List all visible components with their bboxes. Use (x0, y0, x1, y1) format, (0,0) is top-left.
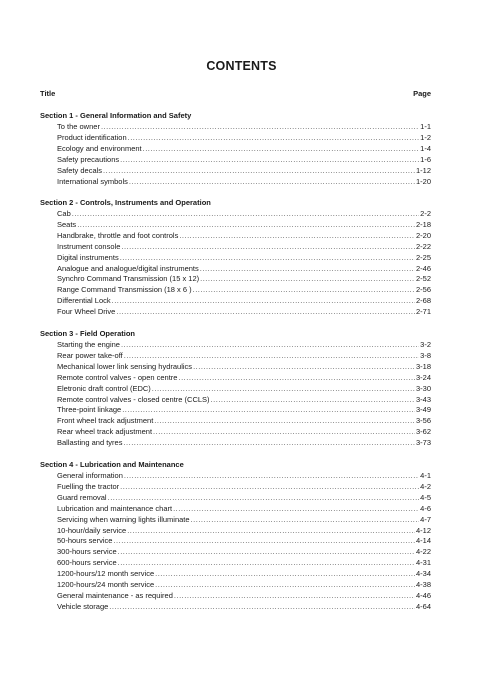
dot-leader (178, 373, 415, 383)
toc-entry-title: To the owner (57, 122, 100, 131)
toc-entry-title: Four Wheel Drive (57, 307, 116, 317)
toc-entry-page: 1-6 (420, 154, 431, 164)
dot-leader (153, 427, 415, 437)
toc-entry (57, 373, 431, 383)
dot-leader (109, 602, 415, 612)
dot-leader (120, 155, 419, 165)
toc-entry-title: Seats (57, 219, 77, 229)
dot-leader (152, 384, 415, 394)
toc-entry-page: 2-52 (415, 274, 431, 284)
toc-entry-title: Three-point linkage (57, 405, 122, 415)
toc-entry-page: 2-22 (415, 241, 431, 251)
toc-entry-page: 2-20 (415, 230, 431, 240)
toc-entry-title: Safety decals (57, 165, 103, 175)
toc-entry-title: Analogue and analogue/digital instruments (57, 263, 199, 273)
toc-entry (57, 307, 431, 317)
toc-entry (57, 133, 431, 143)
toc-entry-title: Eletronic draft control (EDC) (57, 383, 151, 393)
section-heading: Section 2 - Controls, Instruments and Operation (40, 198, 211, 207)
toc-entry-page: 2-2 (420, 209, 431, 218)
toc-entry-page: 4-34 (415, 569, 431, 579)
toc-entry-page: 4-2 (420, 481, 431, 491)
toc-entry-page: 4-7 (420, 514, 431, 524)
toc-entry-title: Remote control valves - closed centre (CCLS) (57, 394, 210, 404)
toc-entry-page: 4-1 (420, 471, 431, 480)
toc-entry (57, 427, 431, 437)
dot-leader (129, 177, 415, 187)
toc-entry (57, 547, 431, 557)
toc-entry-title: Fuelling the tractor (57, 481, 120, 491)
toc-entry-page: 4-14 (415, 536, 431, 546)
toc-entry (57, 384, 431, 394)
dot-leader (123, 438, 415, 448)
toc-entry (57, 602, 431, 612)
toc-entry-page: 1-2 (420, 132, 431, 142)
dot-leader (124, 351, 419, 361)
dot-leader (108, 493, 420, 503)
page-title: CONTENTS (206, 59, 277, 73)
toc-entry-page: 1-4 (420, 143, 431, 153)
toc-entry-title: Synchro Command Transmission (15 x 12) (57, 274, 200, 284)
toc-entry-page: 4-6 (420, 503, 431, 513)
toc-entry-title: Mechanical lower link sensing hydraulics (57, 361, 193, 371)
toc-entry (57, 438, 431, 448)
toc-entry-page: 2-18 (415, 219, 431, 229)
toc-entry-page: 3-30 (415, 383, 431, 393)
dot-leader (121, 242, 415, 252)
toc-entry (57, 536, 431, 546)
dot-leader (121, 340, 419, 350)
toc-entry-page: 4-38 (415, 580, 431, 589)
toc-entry-page: 4-64 (415, 601, 431, 611)
toc-entry-page: 1-1 (420, 122, 431, 131)
toc-entry-page: 1-12 (415, 165, 431, 175)
toc-entry (57, 405, 431, 415)
toc-entry-title: 1200-hours/24 month service (57, 580, 155, 589)
toc-entry (57, 264, 431, 274)
toc-entry-title: International symbols (57, 176, 128, 186)
toc-entry-title: Cab (57, 209, 71, 218)
toc-entry (57, 504, 431, 514)
toc-entry (57, 526, 431, 536)
section-heading: Section 3 - Field Operation (40, 329, 136, 338)
toc-entry (57, 515, 431, 525)
toc-entry-title: Ballasting and tyres (57, 438, 123, 448)
toc-entry (57, 569, 431, 579)
toc-entry-title: 1200-hours/12 month service (57, 569, 155, 579)
toc-entry-page: 2-56 (415, 285, 431, 295)
toc-entry (57, 231, 431, 241)
toc-entry-page: 4-46 (415, 590, 431, 600)
toc-entry (57, 558, 431, 568)
toc-entry (57, 285, 431, 295)
toc-entry-page: 3-8 (420, 350, 431, 360)
toc-entry-page: 2-68 (415, 296, 431, 306)
toc-entry-page: 4-5 (420, 492, 431, 502)
toc-entry-title: 50-hours service (57, 536, 113, 546)
toc-entry-page: 3-56 (415, 416, 431, 426)
toc-entry-page: 3-62 (415, 427, 431, 437)
section-heading: Section 4 - Lubrication and Maintenance (40, 460, 184, 469)
toc-entry-page: 3-49 (415, 405, 431, 415)
dot-leader (122, 405, 415, 415)
dot-leader (179, 231, 415, 241)
dot-leader (124, 471, 419, 481)
toc-entry-title: Rear wheel track adjustment (57, 427, 153, 437)
toc-entry (57, 253, 431, 263)
toc-entry-title: Instrument console (57, 241, 121, 251)
dot-leader (191, 515, 420, 525)
toc-entry-title: Lubrication and maintenance chart (57, 503, 173, 513)
toc-entry-title: Handbrake, throttle and foot controls (57, 230, 179, 240)
toc-entry-page: 3-43 (415, 394, 431, 404)
toc-entry (57, 591, 431, 601)
toc-entry (57, 493, 431, 503)
column-header-page: Page (413, 89, 431, 98)
toc-entry-page: 3-24 (415, 372, 431, 382)
dot-leader (143, 144, 420, 154)
toc-entry-title: Guard removal (57, 492, 107, 502)
toc-entry (57, 296, 431, 306)
toc-entry-title: General information (57, 471, 123, 480)
toc-entry-title: Starting the engine (57, 340, 120, 349)
toc-entry-title: Front wheel track adjustment (57, 416, 154, 426)
toc-entry-page: 4-22 (415, 547, 431, 557)
toc-entry-title: Remote control valves - open centre (57, 372, 178, 382)
dot-leader (155, 580, 415, 590)
toc-entry-title: Safety precautions (57, 154, 120, 164)
dot-leader (113, 536, 415, 546)
dot-leader (77, 220, 415, 230)
toc-entry-title: Vehicle storage (57, 601, 109, 611)
toc-entry (57, 144, 431, 154)
toc-entry-title: Ecology and environment (57, 143, 142, 153)
toc-entry-title: Range Command Transmission (18 x 6 ) (57, 285, 192, 295)
toc-entry-page: 2-25 (415, 252, 431, 262)
toc-entry-title: 300-hours service (57, 547, 117, 557)
section-heading: Section 1 - General Information and Safety (40, 111, 192, 120)
dot-leader (193, 362, 415, 372)
toc-entry-title: 10-hour/daily service (57, 525, 127, 535)
dot-leader (118, 558, 415, 568)
toc-entry (57, 471, 431, 481)
toc-entry (57, 209, 431, 219)
toc-entry-title: Digital instruments (57, 252, 119, 262)
toc-entry-page: 2-46 (415, 263, 431, 273)
toc-entry-title: Servicing when warning lights illuminate (57, 514, 190, 524)
dot-leader (211, 395, 415, 405)
toc-entry-title: 600-hours service (57, 558, 117, 568)
toc-entry-title: Differential Lock (57, 296, 111, 306)
toc-entry (57, 155, 431, 165)
toc-entry-title: Product identification (57, 132, 127, 142)
toc-entry (57, 340, 431, 350)
toc-entry-page: 4-12 (415, 525, 431, 535)
column-header-title: Title (40, 89, 56, 98)
toc-entry (57, 177, 431, 187)
dot-leader (174, 591, 415, 601)
dot-leader (154, 416, 415, 426)
dot-leader (118, 547, 415, 557)
dot-leader (127, 526, 415, 536)
toc-entry (57, 220, 431, 230)
dot-leader (116, 307, 415, 317)
toc-entry (57, 166, 431, 176)
toc-entry (57, 580, 431, 590)
toc-entry-title: Rear power take-off (57, 350, 123, 360)
dot-leader (120, 482, 419, 492)
dot-leader (120, 253, 415, 263)
dot-leader (112, 296, 415, 306)
dot-leader (193, 285, 415, 295)
dot-leader (155, 569, 415, 579)
toc-entry-page: 2-71 (415, 307, 431, 317)
toc-entry-page: 3-2 (420, 340, 431, 349)
dot-leader (128, 133, 420, 143)
toc-entry (57, 274, 431, 284)
dot-leader (101, 122, 419, 132)
dot-leader (200, 264, 415, 274)
toc-entry-title: General maintenance - as required (57, 590, 173, 600)
toc-entry (57, 416, 431, 426)
toc-entry-page: 1-20 (415, 176, 431, 186)
dot-leader (103, 166, 415, 176)
toc-entry (57, 122, 431, 132)
toc-entry-page: 3-73 (415, 438, 431, 448)
dot-leader (200, 274, 415, 284)
toc-entry (57, 395, 431, 405)
toc-entry (57, 362, 431, 372)
toc-entry (57, 242, 431, 252)
dot-leader (173, 504, 419, 514)
dot-leader (72, 209, 419, 219)
toc-entry (57, 482, 431, 492)
toc-entry-page: 3-18 (415, 361, 431, 371)
toc-entry (57, 351, 431, 361)
toc-entry-page: 4-31 (415, 558, 431, 568)
